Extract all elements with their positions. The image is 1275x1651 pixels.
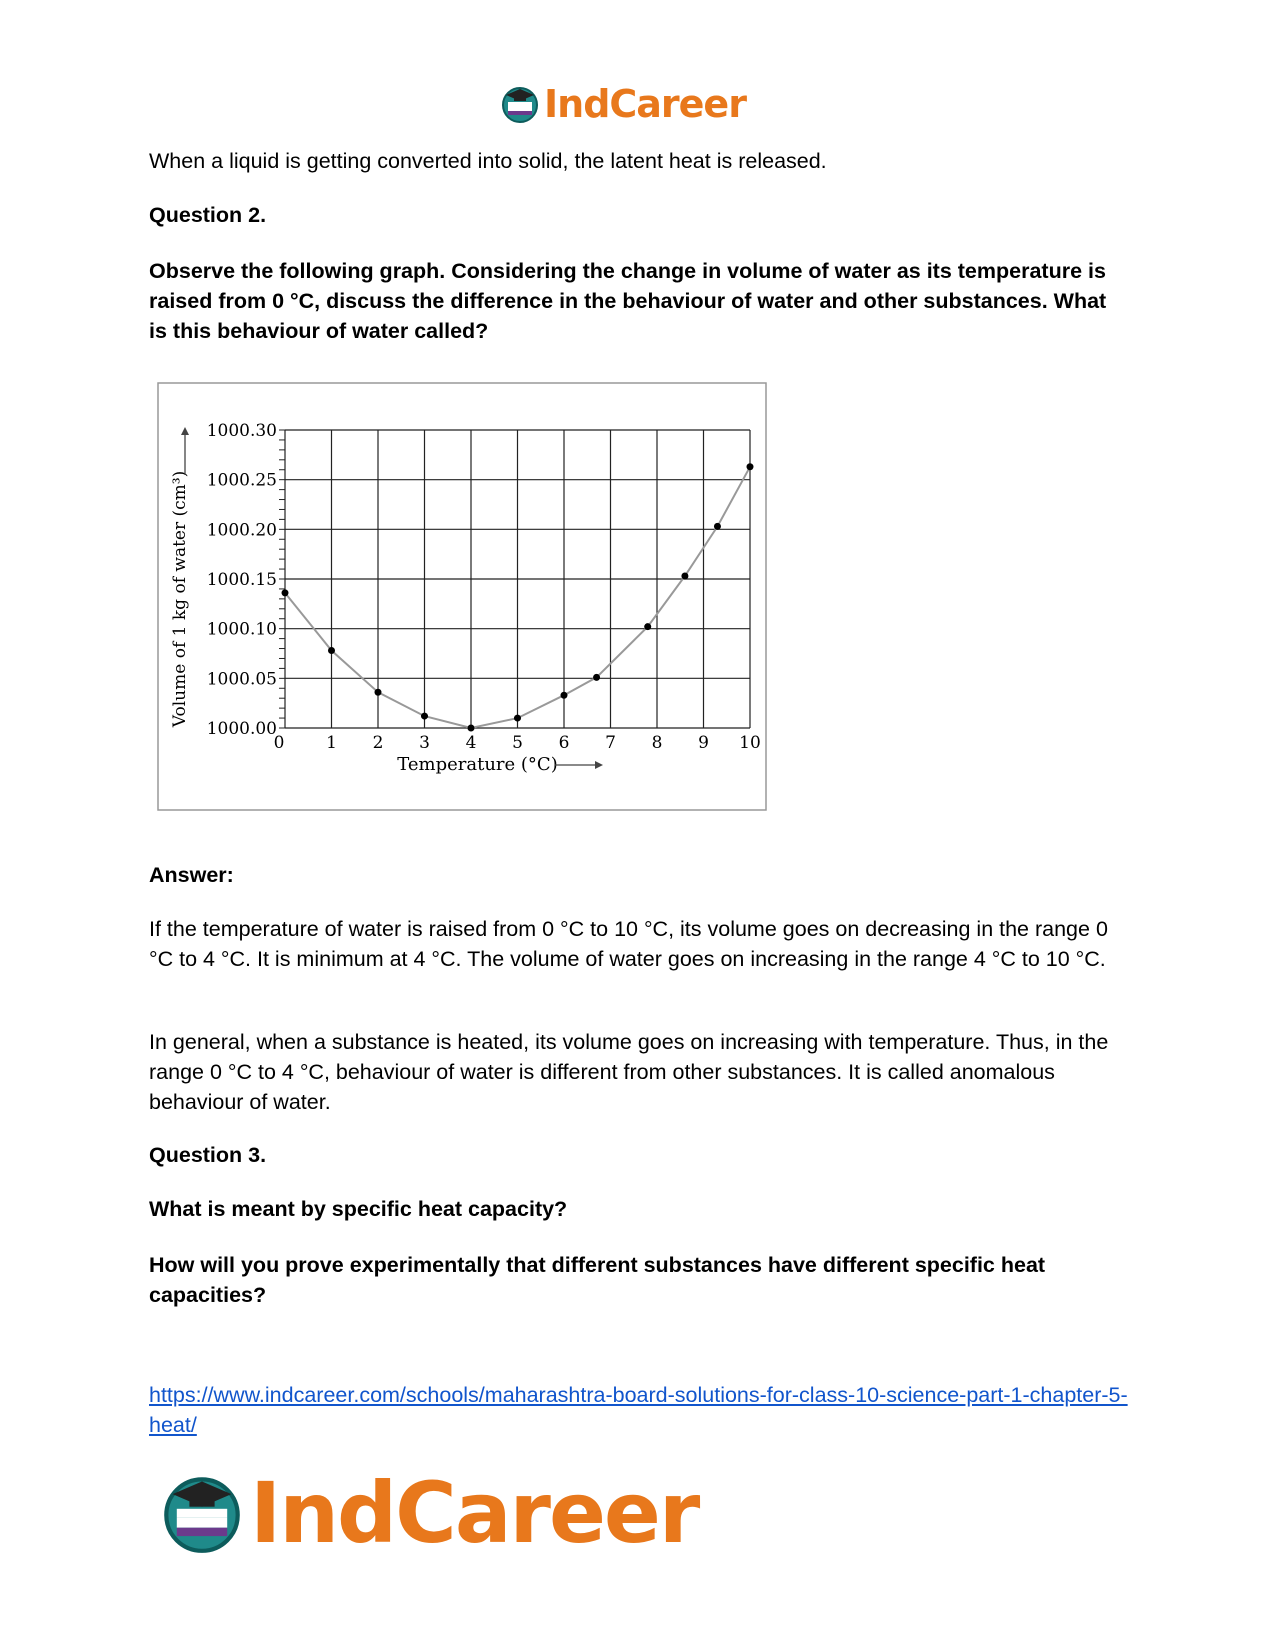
data-point	[514, 715, 521, 722]
x-tick-label: 0	[273, 733, 285, 753]
data-point	[421, 713, 428, 720]
y-axis-label: Volume of 1 kg of water (cm³)	[170, 470, 190, 728]
footer-logo	[160, 1464, 699, 1562]
intro-text: When a liquid is getting converted into solid, the latent heat is released.	[149, 149, 827, 173]
source-link[interactable]: https://www.indcareer.com/schools/maharashtra-board-solutions-for-class-10-science-part-1-chapter-5-heat/	[149, 1383, 1128, 1437]
header-logo	[500, 80, 746, 128]
x-tick-label: 10	[739, 733, 761, 753]
question-3-text-2: How will you prove experimentally that different substances have different specific heat capacities?	[149, 1253, 1046, 1307]
answer-heading: Answer:	[149, 863, 234, 887]
y-tick-label: 1000.05	[206, 669, 277, 690]
y-tick-label: 1000.30	[206, 421, 277, 441]
x-tick-label: 3	[419, 733, 430, 753]
data-point	[561, 692, 568, 699]
graduation-book-icon	[160, 1471, 244, 1555]
x-tick-label: 7	[605, 733, 616, 753]
data-point	[375, 689, 382, 696]
logo-text: IndCareer	[544, 82, 746, 126]
x-tick-label: 4	[465, 733, 477, 753]
logo-text: IndCareer	[250, 1464, 699, 1562]
x-tick-label: 2	[372, 733, 384, 753]
data-point	[644, 623, 651, 630]
y-tick-label: 1000.20	[206, 520, 277, 541]
y-tick-label: 1000.15	[206, 570, 277, 590]
y-tick-label: 1000.25	[206, 470, 277, 491]
graduation-book-icon	[500, 84, 540, 124]
volume-temperature-graph	[155, 380, 795, 830]
data-point	[714, 523, 721, 530]
x-tick-label: 9	[698, 733, 709, 753]
source-link-paragraph	[149, 1380, 1129, 1440]
question-3-text-1: What is meant by specific heat capacity?	[149, 1197, 568, 1221]
data-point	[747, 463, 754, 470]
data-point	[593, 674, 600, 681]
question-3-heading: Question 3.	[149, 1143, 267, 1167]
x-tick-label: 6	[558, 733, 570, 753]
answer-paragraph-2: In general, when a substance is heated, its volume goes on increasing with temperature. Thus, in the range 0 °C to 4 °C, behaviour of water is different from other substances. It is called anomalous behaviour of water.	[149, 1030, 1109, 1114]
chart-svg	[155, 380, 795, 830]
answer-paragraph-1: If the temperature of water is raised from 0 °C to 10 °C, its volume goes on decreasing in the range 0 °C to 4 °C. It is minimum at 4 °C. The volume of water goes on increasing in the range 4 °C to 10 °C.	[149, 917, 1108, 971]
data-point	[468, 725, 475, 732]
x-tick-label: 5	[512, 733, 523, 753]
x-axis-arrowhead	[595, 761, 603, 769]
y-tick-label: 1000.10	[206, 619, 277, 640]
question-2-heading: Question 2.	[149, 203, 267, 227]
data-point	[328, 647, 335, 654]
x-tick-label: 1	[326, 733, 337, 753]
data-point	[282, 589, 289, 596]
chart-frame	[158, 383, 766, 810]
y-tick-label: 1000.00	[206, 719, 277, 739]
data-point	[681, 573, 688, 580]
x-tick-label: 8	[651, 733, 663, 753]
question-2-text: Observe the following graph. Considering the change in volume of water as its temperature is raised from 0 °C, discuss the difference in the behaviour of water and other substances. What is this behaviour of water called?	[149, 259, 1107, 343]
x-axis-label: Temperature (°C)	[397, 754, 558, 775]
y-axis-arrowhead	[181, 427, 189, 435]
